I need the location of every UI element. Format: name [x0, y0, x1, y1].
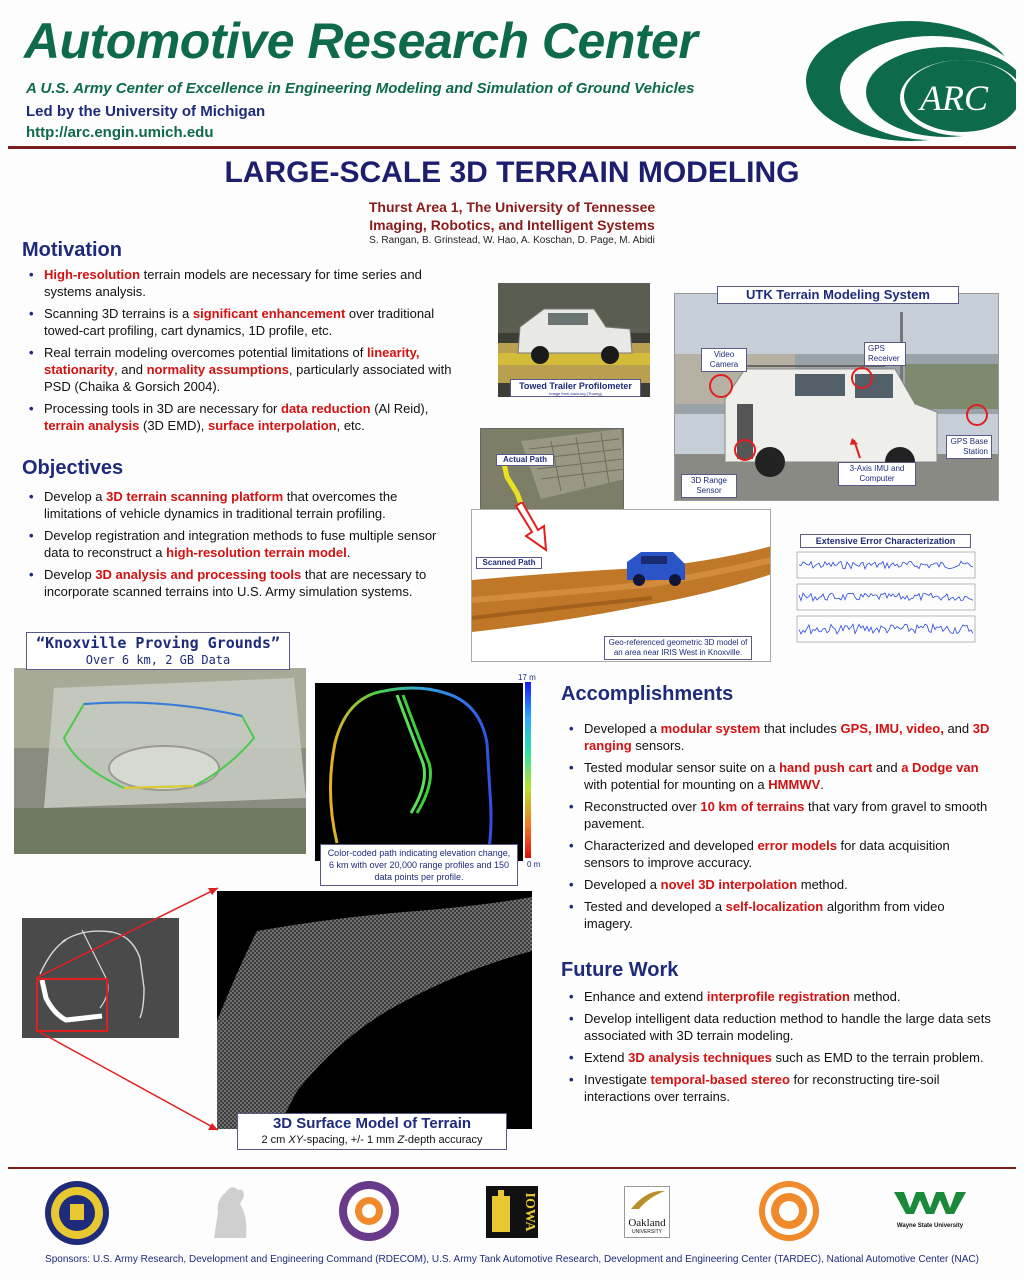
body-text: that overcomes the limitations of vehicle dynamics in traditional terrain profiling. [44, 489, 398, 521]
body-text: , particularly associated with PSD (Chaika & Gorsich 2004). [44, 362, 452, 394]
video-camera-callout: Video Camera [701, 348, 747, 372]
bullet-item [24, 344, 454, 395]
body-text: Develop [44, 567, 96, 582]
body-text: for reconstructing tire-soil interactions over terrains. [584, 1072, 940, 1104]
umich-seal-logo [44, 1180, 110, 1246]
highlight-text: a Dodge van [901, 760, 979, 775]
body-text: terrain models are necessary for time series and systems analysis. [44, 267, 422, 299]
objectives-heading: Objectives [22, 457, 124, 479]
wayne-state-logo: Wayne State University [890, 1188, 970, 1232]
zoom-connector-lines [36, 880, 226, 1140]
body-text: Tested modular sensor suite on a [584, 760, 780, 775]
elevation-colorbar [525, 682, 531, 858]
body-text: such as EMD to the terrain problem. [771, 1050, 984, 1065]
highlight-text: interprofile registration [706, 989, 850, 1004]
body-text: and [943, 721, 973, 736]
body-text: Tested and developed a [584, 899, 726, 914]
body-text: Processing tools in 3D are necessary for [44, 401, 281, 416]
accomplishments-heading: Accomplishments [561, 683, 734, 705]
objectives-list [24, 488, 454, 605]
body-text: Characterized and developed [584, 838, 758, 853]
body-text: that are necessary to incorporate scanned terrains into U.S. Army simulation systems. [44, 567, 427, 599]
bullet-item [564, 798, 992, 832]
body-text: Investigate [584, 1072, 651, 1087]
body-text: with potential for mounting on a [584, 777, 769, 792]
body-text: that includes [760, 721, 841, 736]
footer-divider [8, 1167, 1016, 1169]
svg-text:IOWA: IOWA [522, 1192, 537, 1232]
bullet-item [24, 527, 454, 561]
bullet-item [564, 1071, 992, 1105]
towed-trailer-label: Towed Trailer Profilometer Image from iowa.org (Truong) [510, 379, 641, 397]
body-text: Developed a [584, 721, 661, 736]
error-plots [793, 550, 979, 650]
range-sensor-marker [734, 439, 756, 461]
bullet-item [564, 1049, 992, 1066]
highlight-text: 3D terrain scanning platform [106, 489, 284, 504]
body-text: Extend [584, 1050, 629, 1065]
highlight-text: 3D analysis techniques [628, 1050, 772, 1065]
led-by-text: Led by the University of Michigan [26, 103, 266, 120]
body-text: sensors. [631, 738, 685, 753]
highlight-text: normality assumptions [146, 362, 289, 377]
body-text: Developed a [584, 877, 661, 892]
highlight-text: HMMWV [768, 777, 821, 792]
highlight-text: significant enhancement [192, 306, 346, 321]
gps-receiver-callout: GPS Receiver [864, 342, 906, 366]
bullet-item [564, 720, 992, 754]
highlight-text: GPS, IMU, video, [840, 721, 944, 736]
highlight-text: data reduction [281, 401, 371, 416]
arc-logo [804, 20, 1016, 142]
body-text: method. [797, 877, 848, 892]
oakland-logo: Oakland UNIVERSITY [624, 1186, 670, 1238]
elevation-max-label: 17 m [518, 673, 536, 682]
body-text: Enhance and extend [584, 989, 707, 1004]
highlight-text: 3D analysis and processing tools [95, 567, 302, 582]
bullet-item [564, 898, 992, 932]
body-text: (3D EMD), [139, 418, 209, 433]
body-text: Reconstructed over [584, 799, 701, 814]
utk-system-title: UTK Terrain Modeling System [717, 286, 959, 304]
elevation-path-plot [315, 683, 523, 861]
video-camera-marker [709, 374, 733, 398]
gps-receiver-marker [851, 367, 873, 389]
bullet-item [564, 759, 992, 793]
bullet-item [24, 566, 454, 600]
body-text: for data acquisition sensors to improve accuracy. [584, 838, 950, 870]
range-sensor-callout: 3D Range Sensor [681, 474, 737, 498]
highlight-text: modular system [660, 721, 761, 736]
highlight-text: high-resolution terrain model [166, 545, 347, 560]
highlight-text: self-localization [725, 899, 824, 914]
accomplishments-list [564, 720, 992, 937]
body-text: that vary from gravel to smooth pavement. [584, 799, 988, 831]
svg-text:ARC: ARC [920, 78, 988, 118]
actual-path-label: Actual Path [496, 454, 554, 466]
highlight-text: temporal-based stereo [650, 1072, 790, 1087]
sponsors-text: Sponsors: U.S. Army Research, Development and Engineering Command (RDECOM), U.S. Army Tank Automotive Research, Development and Engineering Center (TARDEC), National Automotive Center (NAC) [45, 1254, 979, 1265]
elevation-caption: Color-coded path indicating elevation change, 6 km with over 20,000 range profiles and 150 data points per profile. [320, 844, 518, 886]
body-text: over traditional towed-cart profiling, cart dynamics, 1D profile, etc. [44, 306, 435, 338]
center-title: Automotive Research Center [24, 13, 698, 69]
error-characterization-title: Extensive Error Characterization [800, 534, 971, 548]
tennessee-seal-logo [758, 1180, 820, 1242]
highlight-text: linearity, stationarity [44, 345, 420, 377]
poster-title: LARGE-SCALE 3D TERRAIN MODELING [224, 156, 800, 189]
gps-base-marker [966, 404, 988, 426]
surface-model-label: 3D Surface Model of Terrain 2 cm XY-spacing, +/- 1 mm Z-depth accuracy [237, 1113, 507, 1150]
bear-mascot-logo [204, 1182, 254, 1240]
body-text: Develop registration and integration methods to fuse multiple sensor data to reconstruct a [44, 528, 437, 560]
motivation-heading: Motivation [22, 239, 122, 261]
clemson-seal-logo [338, 1180, 400, 1242]
highlight-text: 3D ranging [584, 721, 990, 753]
body-text: Real terrain modeling overcomes potential limitations of [44, 345, 367, 360]
highlight-text: 10 km of terrains [700, 799, 805, 814]
body-text: Develop intelligent data reduction method to handle the large data sets associated with 3D terrain modeling. [584, 1011, 991, 1043]
knoxville-aerial [14, 668, 306, 854]
scanned-path-label: Scanned Path [476, 557, 542, 569]
body-text: Develop a [44, 489, 107, 504]
body-text: , and [114, 362, 147, 377]
body-text: , etc. [336, 418, 365, 433]
geo-model-caption: Geo-referenced geometric 3D model of an area near IRIS West in Knoxville. [604, 636, 752, 660]
bullet-item [564, 988, 992, 1005]
bullet-item [564, 876, 992, 893]
future-work-list [564, 988, 992, 1110]
body-text: and [872, 760, 902, 775]
body-text: (Al Reid), [370, 401, 429, 416]
author-list: S. Rangan, B. Grinstead, W. Hao, A. Koschan, D. Page, M. Abidi [369, 235, 655, 246]
highlight-text: High-resolution [44, 267, 141, 282]
bullet-item [24, 266, 454, 300]
highlight-text: surface interpolation [208, 418, 337, 433]
highlight-text: error models [757, 838, 837, 853]
motivation-list [24, 266, 454, 439]
body-text: algorithm from video imagery. [584, 899, 945, 931]
thrust-area: Thurst Area 1, The University of Tennessee [368, 199, 656, 215]
bullet-item [24, 305, 454, 339]
center-subtitle: A U.S. Army Center of Excellence in Engineering Modeling and Simulation of Ground Vehicles [26, 80, 695, 97]
bullet-item [564, 837, 992, 871]
bullet-item [24, 488, 454, 522]
bullet-item [564, 1010, 992, 1044]
bullet-item [24, 400, 454, 434]
elevation-min-label: 0 m [527, 860, 541, 869]
iowa-logo [486, 1186, 538, 1238]
body-text: method. [849, 989, 901, 1004]
future-work-heading: Future Work [561, 959, 679, 981]
path-link-arrow [512, 502, 552, 554]
imu-callout: 3-Axis IMU and Computer [838, 462, 916, 486]
highlight-text: terrain analysis [44, 418, 140, 433]
research-group: Imaging, Robotics, and Intelligent Systems [369, 217, 655, 233]
highlight-text: hand push cart [779, 760, 873, 775]
highlight-text: novel 3D interpolation [660, 877, 798, 892]
header-divider [8, 146, 1016, 149]
knoxville-title: “Knoxville Proving Grounds” Over 6 km, 2 GB Data [26, 632, 290, 670]
surface-mesh-render [217, 891, 532, 1129]
gps-base-callout: GPS Base Station [946, 435, 992, 459]
body-text: . [820, 777, 824, 792]
center-url-link[interactable]: http://arc.engin.umich.edu [26, 124, 214, 141]
body-text: . [346, 545, 351, 560]
imu-pointer-arrow [850, 438, 864, 460]
body-text: Scanning 3D terrains is a [44, 306, 193, 321]
